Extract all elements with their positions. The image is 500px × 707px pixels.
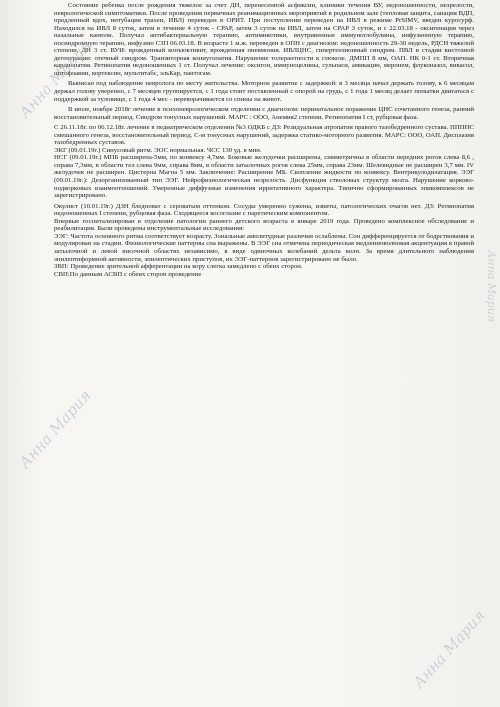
paragraph-discharge-motor-development: Выписан под наблюдение невролога по месту жительства. Моторное развитие с задержкой: в 3 месяца начал держать голову, к 6 месяцам держал голову уверенно, с 7 месяцев группируется, с 1 года стоит поставленный с опорой на грудь, с 1 года 1 месяц делает попытки двигаться с поддержкой за туловище, с 1 года 4 мес - переворачивается со спины на живот.: [54, 80, 474, 103]
paragraph-eeg-results: ЭЭГ: Частота основного ритма соответствует возрасту. Зональные амплитудные различия ослаблены. Сон дифференцируется от бодрствования и модулирован на стадии. Физиологические паттерны сна выражены. В ЭЭГ сна отмечена периодическая медленноволновая акцентуация в правой затылочной и левой височной областях независимо, в виде одиночных колебаний дельта волн. За время длительного наблюдения эпилептиформной активности, эпилептических приступов, их ЭЭГ-паттернов зарегистрировано не было.: [54, 232, 474, 263]
paragraph-nsg-eeg: НСГ (09.01.19г.) МПБ расширена-5мм, по конвексу 4,7мм. Боковые желудочки расширены, симметричны в области передних рогов слева 8,6 , справа 7,3мм, в области тел слева 9мм, справа 8мм, в области затылочных рогов слева 25мм, справа 23мм. Шелевидные не расширен 3,7 мм. IV желудочек не расширен. Цистерна Магна 5 мм. Заключение: Расширение МБ. Скопление жидкости по конвексу. Вентрикулодилатация. ЭЭГ (09.01.19г.): Дезорганизованный тип ЭЭГ. Нейрофизиологическая незрелость. Дисфункция стволовых структур мозга. Нарушение корково-подкорковых взаимоотношений. Умеренные диффузные изменения ирритативного характера. Типично сформированных эпикомплексов не зарегистрировано.: [54, 154, 474, 200]
paragraph-hospitalization: Впервые госпитализирован в отделение патологии раннего детского возраста в январе 2019 года. Проведено комплексное обследование и реабилитация. Были проведены инструментальные исследования:: [54, 217, 474, 233]
watermark-logo: Анна Мария: [409, 606, 489, 692]
paragraph-pediatric-dept-treatment: С 26.11.18г. по 06.12.18г. лечение в педиатрическом отделении №3 ОДКБ с ДЗ: Резидуальная атропатия правого тазобедренного сустава. ПППНС смешанного генеза, восстановительный период. С-м тонусных нарушений, задержка статико-моторного развития. МАРС: ООО, ОАП. Дисплазия тазобедренных суставов.: [54, 124, 474, 147]
document-body: [54, 2, 474, 278]
watermark-logo: Анна Мария: [485, 250, 498, 323]
watermark-logo: Анна Мария: [15, 36, 95, 122]
paragraph-psychoneurology-treatment: В июле, ноябре 2018г лечение в психоневрологическом отделении с диагнозом: перинатальное поражение ЦНС сочетанного генеза, ранний восстановительный период. Синдром тонусных нарушений. МАРС : ООО, Анемия2 степени. Ретинопатия I ст, рубцовая фаза.: [54, 106, 474, 121]
paragraph-ecg: ЭКГ (09.01.19г.) Синусовый ритм. ЭОС нормальная. ЧСС 130 уд. в мин.: [54, 146, 262, 154]
paragraph-vep: ЗВП: Проведение зрительной афферентации на кору слегка замедлено с обеих сторон.: [54, 263, 303, 271]
paragraph-aep: СВП:По данным АСВП с обеих сторон проведение: [54, 270, 202, 278]
paragraph-ophthalmologist: Окулист (10.01.19г.) ДЗН бледноват с сероватым оттенком. Сосуды умеренно сужены, извиты, патологических очагов нет. ДЗ: Ретинопатия недоношенных I степени, рубцовая фаза. Сходящееся косоглазие с паретическим компонентом.: [54, 202, 474, 218]
paragraph-postnatal-condition: Состояние ребенка после рождения тяжелое за счет ДН, перенесенной асфиксии, клиники течения ВУ, недоношенности, незрелости, неврологической симптоматики. После проведения первичных реанимационных мероприятий в родильном зале (тепловая защита, санация ВДП, продленный вдох, интубация трахеи, ИВЛ) переведен в ОРИТ. При поступлении переведен на ИВЛ в режиме PrSIMV, введен куросурф. Находился на ИВЛ 8 суток, затем в течение 4 суток - СРАР, затем 3 суток на ИВЛ, затем на СРАР 3 суток, и с 22.03.18 - оксигенация через назальные канюли. Получал антибактериальную терапию, антимикотики, внутривенные иммуноглобулины, инфузионную терапию, посиндромную терапию, инфузию СЗП 06.03.18. В возрасте 1 м.ж. переведен в ОПН с диагнозом: недоношенность 29-30 недель, РДСН тяжелой степени, ДН 3 ст. ВУИ: врожденный конъюктивит, врожденная пневмония. ИВЛЦНС, гипертензионный синдром. ПВЛ в стадии кистозной дегенерации: отечный синдром. Транзиторная кониугопатия. Нарушение толерантности к глюкозе. ДМПП 8 мм, ОАП. НК 0-1 ст. Вторичная кардиопатия. Ретинопатия недоношенных 1 ст. Получал лечение: оксигон, иммуноцелины, сульпаси, амикацин, меронем, флуконазол, викасол, цитофлавин, кортексин, мультитабс, эльКар, пантогам.: [54, 2, 474, 77]
watermark-logo: Анна Мария: [15, 386, 95, 472]
